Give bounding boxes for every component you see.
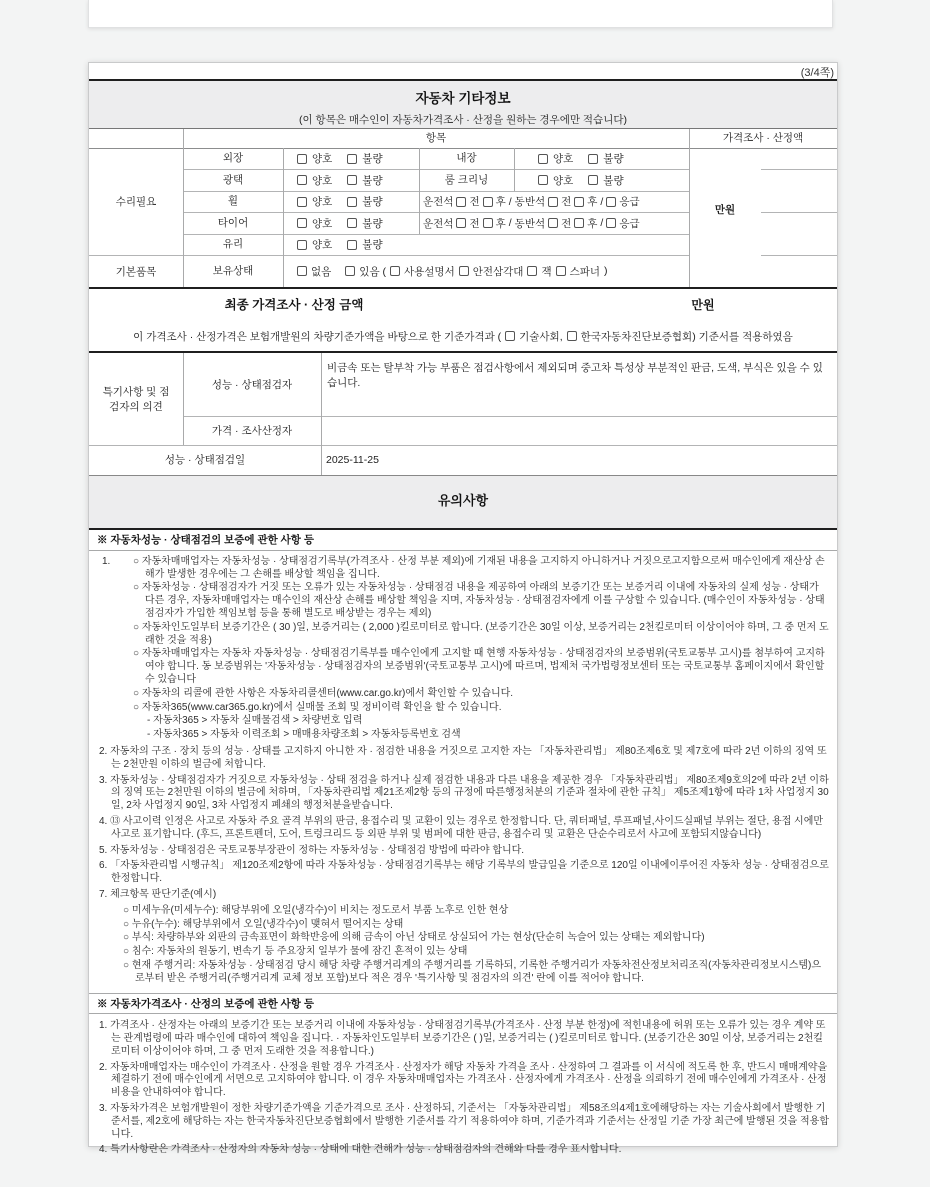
final-price-unit: 만원 bbox=[691, 298, 715, 312]
wheel-good-checkbox[interactable] bbox=[297, 197, 307, 207]
special-notes-group-label: 특기사항 및 점검자의 의견 bbox=[102, 386, 170, 413]
spanner-label: 스파너 bbox=[569, 265, 601, 278]
tire-driver-front-checkbox[interactable] bbox=[456, 218, 466, 228]
tire-driver-rear-checkbox[interactable] bbox=[483, 218, 493, 228]
good-label: 양호 bbox=[553, 174, 574, 187]
close-paren: ) bbox=[604, 265, 608, 277]
wheel-driver-rear-checkbox[interactable] bbox=[483, 197, 493, 207]
polish-good-checkbox[interactable] bbox=[297, 175, 307, 185]
grid-line bbox=[283, 148, 284, 287]
notice-subline: - 자동차365 > 자동차 이력조회 > 매매용차량조회 > 자동차등록번호 검색 bbox=[147, 729, 461, 741]
row-label-exterior: 외장 bbox=[222, 152, 244, 164]
grid-line bbox=[183, 129, 184, 287]
bad-label: 불량 bbox=[362, 217, 383, 230]
good-label: 양호 bbox=[312, 174, 333, 187]
notice-item-4: 4. ⑬ 사고이력 인정은 사고로 자동차 주요 골격 부위의 판금, 용접수리 및 교환이 있는 경우로 한정합니다. 단, 쿼터패널, 루프패널,사이드실패널 부위는 절단, 용접 시에만 사고로 표기합니다. (후드, 프론트펜더, 도어, 트렁크리드 등 외판 부위 및 범퍼에 대한 판금, 용접수리 및 교환은 단순수리로서 사고에 포함되지않습니다) bbox=[99, 815, 824, 840]
spanner-checkbox[interactable] bbox=[556, 266, 566, 276]
notice-bullet: ○ 부식: 차량하부와 외판의 금속표면이 화학반응에 의해 금속이 아닌 상태로 상실되어 가는 현상(단순히 녹슬어 있는 상태는 제외합니다) bbox=[123, 932, 705, 944]
inspection-date-label: 성능 · 상태점검일 bbox=[164, 454, 246, 466]
price-write-line[interactable] bbox=[761, 169, 837, 170]
basis-text-suffix: 한국자동차진단보증협회) 기준서를 적용하였음 bbox=[580, 330, 793, 343]
good-label: 양호 bbox=[312, 196, 333, 208]
notice-item-6: 6. 「자동차관리법 시행규칙」 제120조제2항에 따라 자동차성능 · 상태점검기록부는 해당 기록부의 발급일을 기준으로 120일 이내에이루어진 자동차 성능 · 상태점검으로 한정합니다. bbox=[99, 860, 829, 885]
bad-label: 불량 bbox=[603, 153, 624, 165]
rear-label: 후 bbox=[495, 196, 506, 208]
row-label-tire: 타이어 bbox=[217, 217, 249, 229]
notice-bullet: ○ 자동차인도일부터 보증기간은 ( 30 )일, 보증거리는 ( 2,000 )킬로미터로 합니다. (보증기간은 30일 이상, 보증거리는 2천킬로미터 이상이어야 하며, 그 중 먼저 도래한 것을 적용) bbox=[133, 621, 829, 646]
tire-good-checkbox[interactable] bbox=[297, 218, 307, 228]
bad-label: 불량 bbox=[362, 153, 383, 165]
interior-good-checkbox[interactable] bbox=[538, 154, 548, 164]
tire-passenger-rear-checkbox[interactable] bbox=[574, 218, 584, 228]
slash: / bbox=[508, 195, 512, 208]
group-label-repair: 수리필요 bbox=[115, 196, 157, 208]
driver-seat-label: 운전석 bbox=[423, 217, 454, 230]
grid-line bbox=[183, 191, 689, 192]
front-label: 전 bbox=[469, 217, 480, 230]
section-title: 자동차 기타정보 bbox=[415, 91, 511, 106]
price-write-line[interactable] bbox=[761, 212, 837, 213]
document-page bbox=[88, 62, 838, 1156]
row-label-glass: 유리 bbox=[222, 238, 244, 250]
notice2-item-3: 3. 자동차가격은 보험개발원이 정한 차량기준가액을 기준가격으로 조사 · 산정하되, 기준서는 「자동차관리법」 제58조의4제1호에해당하는 자는 기술사회에서 발행한 기준서를, 제2호에 해당하는 자는 한국자동차진단보증협회에서 발행한 기준서를 각기 적용하여야 하며, 기준가격과 기준서는 산정일 기준 가장 최근에 발행된 것을 적용합니다. bbox=[99, 1103, 830, 1140]
polish-bad-checkbox[interactable] bbox=[347, 175, 357, 185]
wheel-driver-front-checkbox[interactable] bbox=[456, 197, 466, 207]
manual-checkbox[interactable] bbox=[390, 266, 400, 276]
jack-checkbox[interactable] bbox=[527, 266, 537, 276]
jack-label: 잭 bbox=[541, 265, 552, 278]
notice-bullet: ○ 자동차성능 · 상태점검자가 거짓 또는 오류가 있는 자동차성능 · 상태점검 내용을 제공하여 아래의 보증기간 또는 보증거리 이내에 자동차의 실제 성능 · 상태가 다른 경우, 자동차매매업자는 매수인의 재산상 손해를 배상할 책임을 지며, 자동차성능 · 상태점검자에게 이를 구상할 수 있습니다. (매수인이 자동차성능 · 상태점검자가 가입한 책임보험 등을 통해 별도로 배상받는 경우는 제외) bbox=[133, 582, 825, 619]
notice-body bbox=[89, 530, 837, 1156]
column-header-price: 가격조사 · 산정액 bbox=[722, 132, 804, 144]
notice-item-3: 3. 자동차성능 · 상태점검자가 거짓으로 자동차성능 · 상태 점검을 하거나 실제 점검한 내용과 다른 내용을 제공한 경우 「자동차관리법」 제80조제9호의2에 따라 2년 이하의 징역 또는 2천만원 이하의 벌금에 처하며, 「자동차관리법 제21조제2항 등의 규정에 따른행정처분의 기준과 절차에 관한 규칙」 제5조제1항에 따라 1차 사업정지 30일, 2차 사업정지 90일, 3차 사업정지 폐쇄의 행정처분을받습니다. bbox=[99, 774, 829, 812]
basic-none-checkbox[interactable] bbox=[297, 266, 307, 276]
notice-bullet: ○ 자동차의 리콜에 관한 사항은 자동차리콜센터(www.car.go.kr)에서 확인할 수 있습니다. bbox=[133, 687, 514, 699]
page-indicator: (3/4쪽) bbox=[800, 67, 834, 79]
front-label: 전 bbox=[561, 217, 572, 230]
grid-line bbox=[183, 212, 689, 213]
front-label: 전 bbox=[561, 196, 572, 208]
good-label: 양호 bbox=[312, 217, 333, 230]
price-write-line[interactable] bbox=[761, 255, 837, 256]
inspection-date-value: 2025-11-25 bbox=[326, 454, 379, 466]
safety-triangle-checkbox[interactable] bbox=[459, 266, 469, 276]
bad-label: 불량 bbox=[362, 174, 383, 187]
notice-title-band bbox=[89, 475, 837, 530]
row-label-interior: 내장 bbox=[456, 152, 477, 164]
grid-line bbox=[183, 353, 184, 445]
grid-line bbox=[689, 129, 690, 287]
notice-section1-heading: ※ 자동차성능 · 상태점검의 보증에 관한 사항 등 bbox=[89, 530, 837, 551]
emergency-label: 응급 bbox=[619, 196, 640, 208]
previous-page-bottom-edge bbox=[88, 0, 833, 28]
glass-bad-checkbox[interactable] bbox=[347, 240, 357, 250]
passenger-seat-label: 동반석 bbox=[514, 217, 546, 230]
column-header-item: 항목 bbox=[425, 132, 447, 144]
grid-line bbox=[183, 169, 689, 170]
have-label: 있음 ( bbox=[359, 265, 386, 278]
assessor-comment-empty[interactable] bbox=[321, 416, 837, 445]
basic-have-checkbox[interactable] bbox=[345, 266, 355, 276]
notice-bullet: ○ 자동차365(www.car365.go.kr)에서 실매물 조회 및 정비이력 확인을 할 수 있습니다. bbox=[133, 701, 502, 713]
inspector-comment: 비금속 또는 탈부착 가능 부품은 점검사항에서 제외되며 중고차 특성상 부분적인 판금, 도색, 부식은 있을 수 있습니다. bbox=[327, 362, 823, 389]
table-title-band bbox=[89, 79, 837, 129]
notice-bullet: ○ 침수: 자동차의 원동기, 변속기 등 주요장치 일부가 물에 잠긴 흔적이 있는 상태 bbox=[123, 946, 468, 958]
manual-label: 사용설명서 bbox=[404, 265, 455, 278]
grid-line bbox=[419, 148, 420, 234]
row-label-polish: 광택 bbox=[222, 174, 244, 186]
interior-bad-checkbox[interactable] bbox=[588, 154, 598, 164]
final-price-label: 최종 가격조사 · 산정 금액 bbox=[224, 298, 364, 312]
row-label-wheel: 휠 bbox=[227, 195, 239, 207]
driver-seat-label: 운전석 bbox=[423, 196, 454, 208]
bad-label: 불량 bbox=[362, 239, 383, 251]
price-unit-label: 만원 bbox=[714, 204, 736, 216]
notice-item-5: 5. 자동차성능 · 상태점검은 국토교통부장관이 정하는 자동차성능 · 상태점검 방법에 따라야 합니다. bbox=[99, 844, 525, 856]
wheel-bad-checkbox[interactable] bbox=[347, 197, 357, 207]
wheel-passenger-front-checkbox[interactable] bbox=[548, 197, 558, 207]
notice-section1-list bbox=[89, 551, 837, 989]
notice-item-7: 7. 체크항목 판단기준(예시) bbox=[99, 888, 217, 900]
notice-bullet: ○ 자동차매매업자는 자동차성능 · 상태점검기록부(가격조사 · 산정 부분 제외)에 기재된 내용을 고지하지 아니하거나 거짓으로고지함으로써 매수인에게 재산상 손해가 발생한 경우에는 그 손해를 배상할 책임을 집니다. bbox=[133, 555, 825, 580]
tire-bad-checkbox[interactable] bbox=[347, 218, 357, 228]
group-label-basic: 기본품목 bbox=[115, 265, 157, 278]
assessor-row-label: 가격 · 조사산정자 bbox=[211, 425, 293, 437]
none-label: 없음 bbox=[311, 265, 332, 278]
room-cleaning-good-checkbox[interactable] bbox=[538, 175, 548, 185]
emergency-label: 응급 bbox=[619, 217, 640, 230]
slash: / bbox=[600, 195, 604, 208]
passenger-seat-label: 동반석 bbox=[514, 196, 546, 208]
notice-item-7-bullets bbox=[99, 905, 829, 986]
basis-text-prefix: 이 가격조사 · 산정가격은 보험개발원의 차량기준가액을 바탕으로 한 기준가격과 ( bbox=[133, 330, 502, 343]
notice2-item-4: 4. 특기사항란은 가격조사 · 산정자의 자동차 성능 · 상태에 대한 견해가 성능 · 상태점검자의 견해와 다를 경우 표시합니다. bbox=[99, 1144, 622, 1156]
grid-line bbox=[321, 353, 322, 475]
rear-label: 후 bbox=[587, 196, 598, 208]
good-label: 양호 bbox=[312, 153, 333, 165]
exterior-bad-checkbox[interactable] bbox=[347, 154, 357, 164]
slash: / bbox=[600, 217, 604, 229]
diagnosis-assoc-checkbox[interactable] bbox=[567, 331, 577, 341]
notice2-item-1: 1. 가격조사 · 산정자는 아래의 보증기간 또는 보증거리 이내에 자동차성능 · 상태점검기록부(가격조사 · 산정 부분 한정)에 적힌내용에 허위 또는 오류가 있는 경우 계약 또는 관계법령에 따라 매수인에 대하여 책임을 집니다. · 자동차인도일부터 보증기간은 ( )일, 보증거리는 ( )킬로미터로 합니다. (보증기간은 30일 이상, 보증거리는 2천킬로미터 이상이어야 하며, 그 중 먼저 도래한 것을 적용합니다.) bbox=[99, 1020, 826, 1057]
tire-emergency-checkbox[interactable] bbox=[606, 218, 616, 228]
notice-bullet: ○ 자동차매매업자는 자동차 자동차성능 · 상태점검기록부를 매수인에게 고지할 때 현행 자동차성능 · 상태점검자의 보증범위(국토교통부 고시)를 첨부하여 고지하여야 합니다. 동 보증범위는 '자동차성능 · 상태점검자의 보증범위'(국토교통부 고시)에 따르며, 법제처 국가법령정보센터 또는 국토교통부 홈페이지에서 확인할 수 있습니다 bbox=[133, 648, 825, 685]
tire-passenger-front-checkbox[interactable] bbox=[548, 218, 558, 228]
notice-item-2: 2. 자동차의 구조 · 장치 등의 성능 · 상태를 고지하지 아니한 자 · 점검한 내용을 거짓으로 고지한 자는 「자동차관리법」 제80조제6호 및 제7호에 따라 2년 이하의 징역 또는 2천만원 이하의 벌금에 처합니다. bbox=[99, 745, 827, 770]
notice-item-1 bbox=[99, 556, 829, 743]
notice-section2-heading: ※ 자동차가격조사 · 산정의 보증에 관한 사항 등 bbox=[89, 993, 837, 1015]
wheel-emergency-checkbox[interactable] bbox=[606, 197, 616, 207]
good-label: 양호 bbox=[553, 153, 574, 165]
glass-good-checkbox[interactable] bbox=[297, 240, 307, 250]
bad-label: 불량 bbox=[603, 174, 624, 187]
inspector-row-label: 성능 · 상태점검자 bbox=[211, 379, 293, 391]
notice2-item-2: 2. 자동차매매업자는 매수인이 가격조사 · 산정을 원할 경우 가격조사 · 산정자가 해당 자동차 가격을 조사 · 산정하여 그 결과를 이 서식에 적도록 한 후, 반드시 매매계약을 체결하기 전에 매수인에게 서면으로 고지하여야 합니다. 이 경우 자동차매매업자는 가격조사 · 산정자에게 가격조사 · 산정을 의뢰하기 전에 매수인에게 가격조사 · 산정 비용을 안내하여야 합니다. bbox=[99, 1061, 828, 1099]
notice-bullet: ○ 미세누유(미세누수): 해당부위에 오일(냉각수)이 비치는 정도로서 부품 노후로 인한 현상 bbox=[123, 904, 509, 916]
rear-label: 후 bbox=[495, 217, 506, 230]
section-subtitle: (이 항목은 매수인이 자동차가격조사 · 산정을 원하는 경우에만 적습니다) bbox=[299, 114, 627, 126]
wheel-passenger-rear-checkbox[interactable] bbox=[574, 197, 584, 207]
basis-option-1: 기술사회, bbox=[519, 330, 563, 343]
room-cleaning-bad-checkbox[interactable] bbox=[588, 175, 598, 185]
bad-label: 불량 bbox=[362, 196, 383, 208]
row-label-room-cleaning: 룸 크리닝 bbox=[444, 174, 489, 186]
front-label: 전 bbox=[469, 196, 480, 208]
safety-triangle-label: 안전삼각대 bbox=[472, 265, 524, 278]
notice-section2-list bbox=[89, 1014, 837, 1162]
good-label: 양호 bbox=[312, 239, 333, 251]
notice-title: 유의사항 bbox=[437, 493, 489, 508]
slash: / bbox=[508, 217, 512, 229]
item-number: 1. bbox=[102, 555, 111, 567]
grid-line bbox=[89, 255, 689, 256]
grid-line bbox=[514, 148, 515, 191]
exterior-good-checkbox[interactable] bbox=[297, 154, 307, 164]
grid-line bbox=[183, 234, 689, 235]
row-label-holding-status: 보유상태 bbox=[212, 265, 254, 277]
notice-bullet: ○ 현재 주행거리: 자동차성능 · 상태점검 당시 해당 차량 주행거리계의 주행거리를 기록하되, 기록한 주행거리가 자동차전산정보처리조직(자동차관리정보시스템)으로부터 받은 주행거리(주행거리계 교체 정보 포함)보다 적은 경우 '특기사항 및 점검자의 의견' 란에 이를 적어야 합니다. bbox=[123, 959, 822, 984]
engineer-society-checkbox[interactable] bbox=[505, 331, 515, 341]
notice-bullet: ○ 누유(누수): 해당부위에서 오일(냉각수)이 맺혀서 떨어지는 상태 bbox=[123, 918, 404, 930]
notice-subline: - 자동차365 > 자동차 실매물검색 > 차량번호 입력 bbox=[147, 715, 363, 727]
rear-label: 후 bbox=[587, 217, 598, 230]
